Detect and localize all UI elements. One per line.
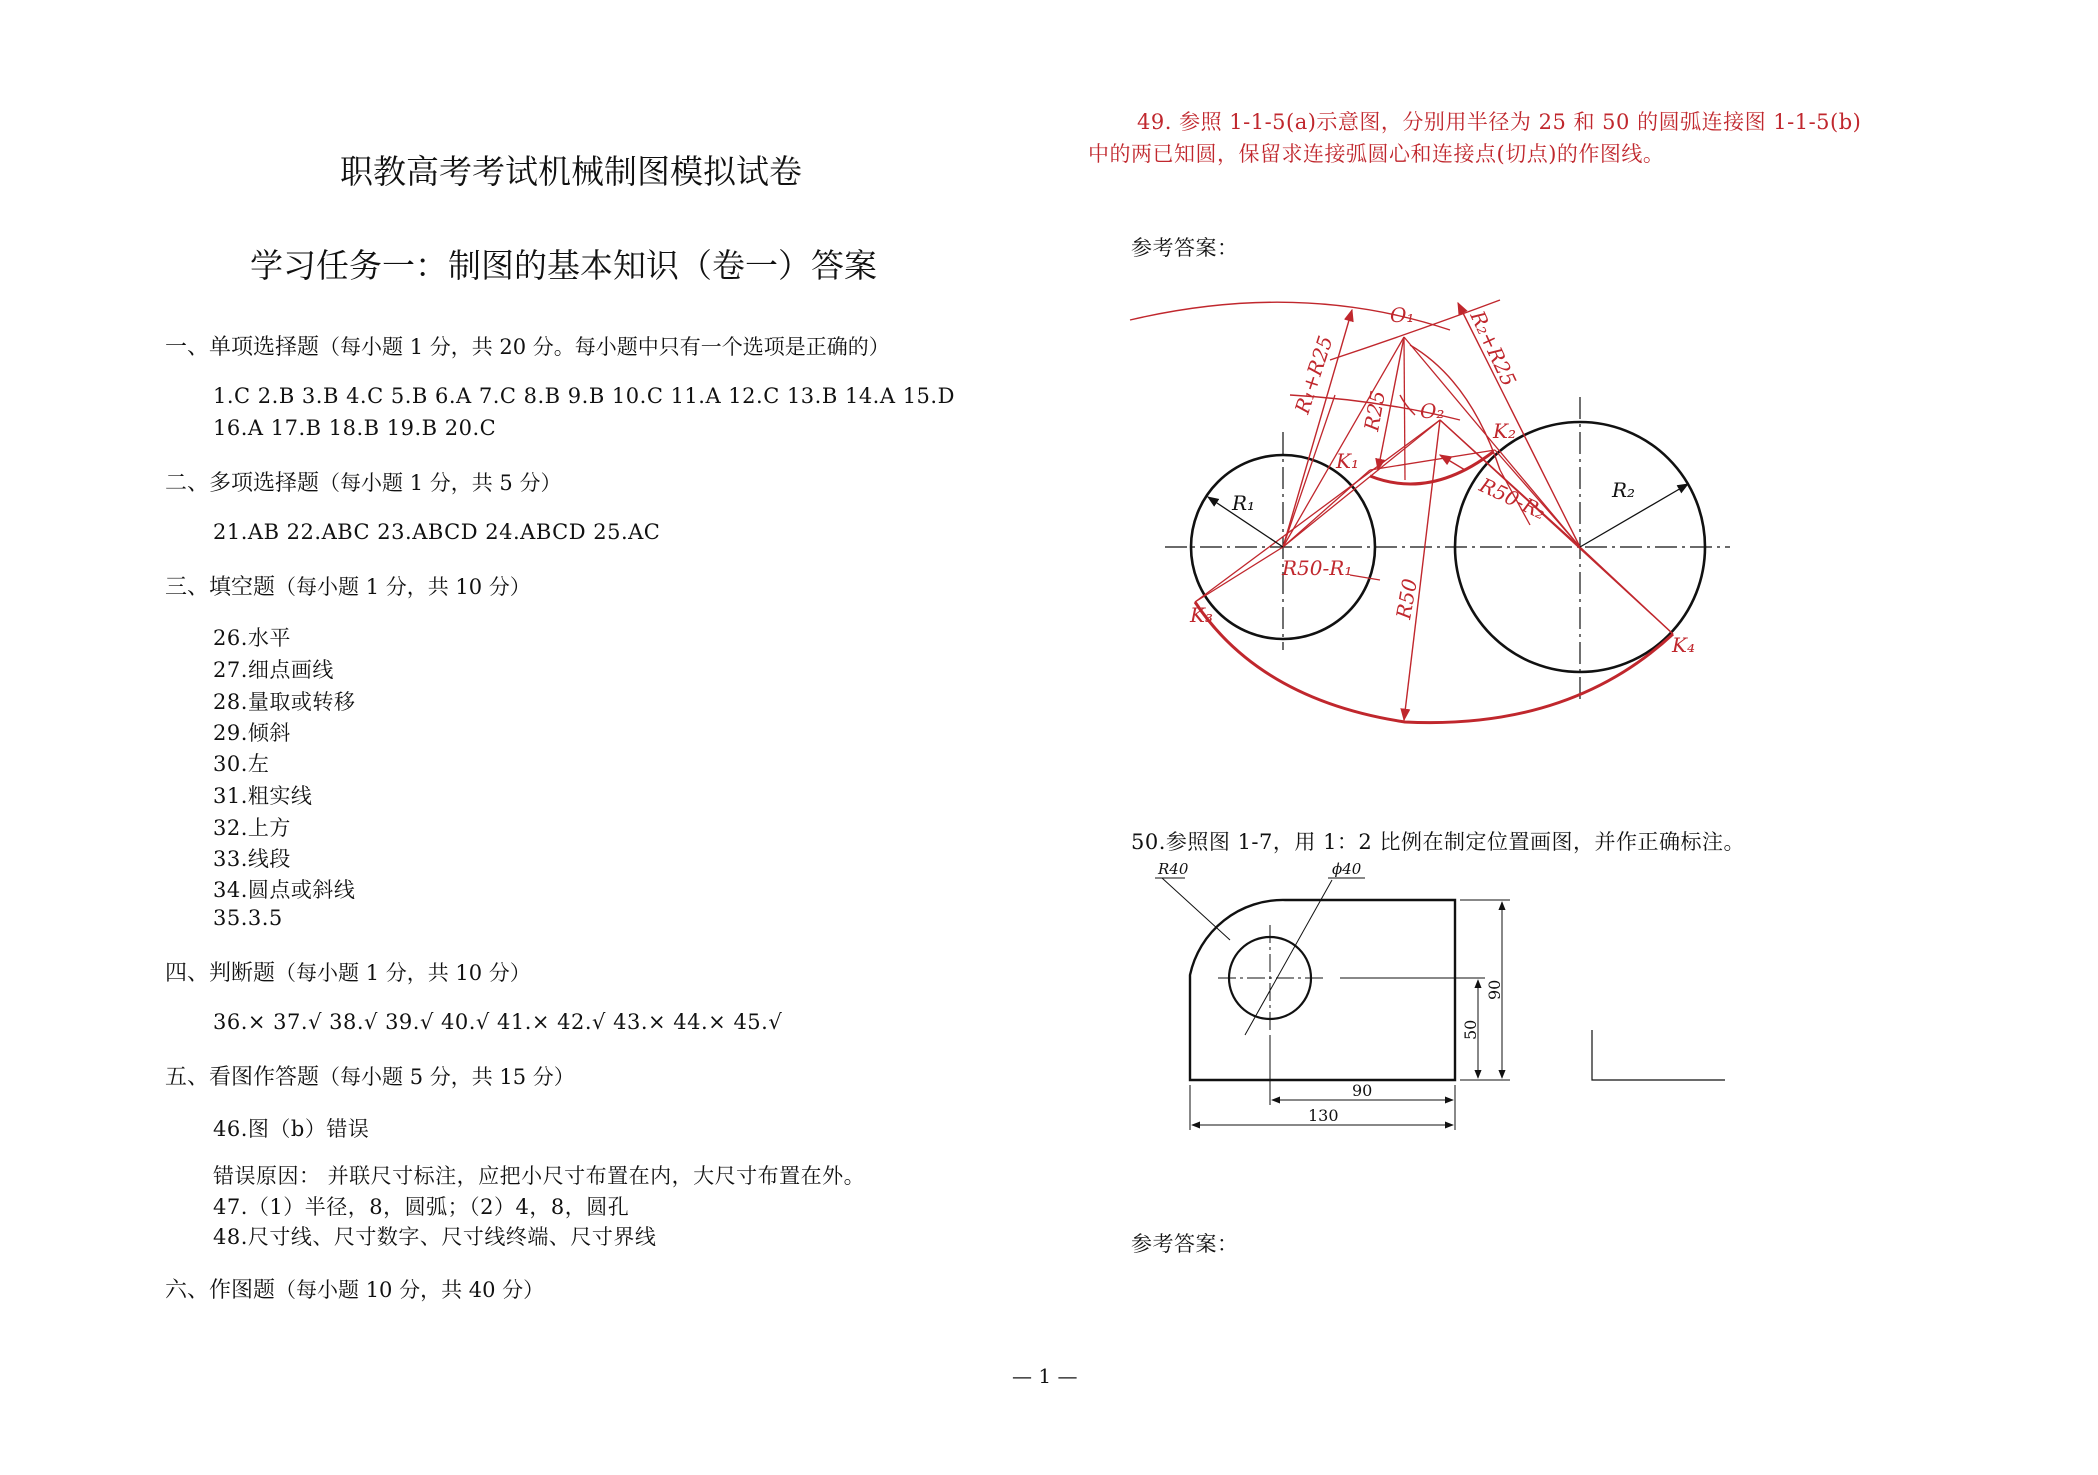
section-heading-text: 六、作图题 — [165, 1278, 276, 1303]
section-heading-text: 五、看图作答题 — [165, 1065, 320, 1090]
section-note: （每小题 1 分，共 20 分。每小题中只有一个选项是正确的） — [319, 335, 890, 359]
section-heading-text: 一、单项选择题 — [165, 335, 320, 360]
label-r2: R₂ — [1612, 478, 1636, 502]
section-note: （每小题 5 分，共 15 分） — [319, 1065, 575, 1089]
section-heading-text: 四、判断题 — [165, 961, 276, 986]
answer-line: 26.水平 — [213, 626, 291, 650]
leader-r40 — [1162, 878, 1230, 940]
answer-line: 33.线段 — [213, 847, 291, 871]
label-r50r2: R50-R₂ — [1475, 472, 1550, 525]
answer-line: 1.C 2.B 3.B 4.C 5.B 6.A 7.C 8.B 9.B 10.C 11.A 12.C 13.B 14.A 15.D — [213, 384, 955, 408]
label-d40: ϕ40 — [1332, 860, 1362, 878]
answer-line: 31.粗实线 — [213, 784, 313, 808]
answer-line: 46.图（b）错误 — [213, 1117, 370, 1141]
label-r2r25: R₂+R25 — [1465, 306, 1522, 390]
label-k2: K₂ — [1493, 419, 1516, 443]
label-130: 130 — [1308, 1106, 1339, 1125]
answer-line: 27.细点画线 — [213, 658, 334, 682]
answer-line: 21.AB 22.ABC 23.ABCD 24.ABCD 25.AC — [213, 520, 661, 544]
answer-line: 35.3.5 — [213, 906, 283, 930]
label-k4: K₄ — [1672, 633, 1695, 657]
answer-line: 28.量取或转移 — [213, 690, 356, 714]
section-note: （每小题 1 分，共 10 分） — [275, 575, 531, 599]
q49-text-line2: 中的两已知圆，保留求连接弧圆心和连接点(切点)的作图线。 — [1088, 142, 1665, 166]
answer-line: 30.左 — [213, 752, 270, 776]
section-heading-text: 二、多项选择题 — [165, 471, 320, 496]
label-90h: 90 — [1352, 1081, 1373, 1100]
answer-line: 16.A 17.B 18.B 19.B 20.C — [213, 416, 497, 440]
label-o1: O₁ — [1390, 303, 1415, 327]
label-90v: 90 — [1485, 979, 1504, 1000]
q50-answer-label: 参考答案： — [1131, 1232, 1239, 1256]
answer-line: 错误原因： 并联尺寸标注，应把小尺寸布置在内，大尺寸布置在外。 — [213, 1164, 866, 1188]
answer-area-corner — [1592, 1030, 1725, 1080]
answer-title: 学习任务一：制图的基本知识（卷一）答案 — [250, 246, 877, 285]
section-note: （每小题 10 分，共 40 分） — [275, 1278, 545, 1302]
label-k3: K₃ — [1190, 603, 1213, 627]
answer-line: 29.倾斜 — [213, 721, 291, 745]
label-r40: R40 — [1158, 860, 1189, 878]
section-note: （每小题 1 分，共 10 分） — [275, 961, 531, 985]
answer-line: 36.× 37.√ 38.√ 39.√ 40.√ 41.× 42.√ 43.× 44.× 45.√ — [213, 1010, 783, 1034]
label-r25: R25 — [1359, 388, 1390, 433]
answer-line: 34.圆点或斜线 — [213, 878, 356, 902]
label-k1: K₁ — [1336, 449, 1359, 473]
answer-line: 48.尺寸线、尺寸数字、尺寸线终端、尺寸界线 — [213, 1225, 657, 1249]
answer-line: 32.上方 — [213, 816, 291, 840]
label-r50r1: R50-R₁ — [1282, 556, 1353, 580]
q50-text: 50.参照图 1-7，用 1：2 比例在制定位置画图，并作正确标注。 — [1131, 830, 1745, 854]
q49-text-line1: 49. 参照 1-1-5(a)示意图，分别用半径为 25 和 50 的圆弧连接图 1-1-5(b) — [1137, 110, 1862, 134]
section-heading-text: 三、填空题 — [165, 575, 276, 600]
section-note: （每小题 1 分，共 5 分） — [319, 471, 562, 495]
label-r50: R50 — [1391, 576, 1422, 621]
label-o2: O₂ — [1420, 399, 1445, 423]
q49-answer-label: 参考答案： — [1131, 236, 1239, 260]
label-r1: R₁ — [1232, 491, 1256, 515]
page-number: — 1 — — [1012, 1364, 1078, 1388]
exam-title: 职教高考考试机械制图模拟试卷 — [340, 152, 802, 191]
label-r1r25: R₁+R25 — [1289, 332, 1338, 417]
answer-line: 47.（1）半径，8，圆弧；（2）4，8，圆孔 — [213, 1195, 630, 1219]
label-50: 50 — [1461, 1019, 1480, 1040]
